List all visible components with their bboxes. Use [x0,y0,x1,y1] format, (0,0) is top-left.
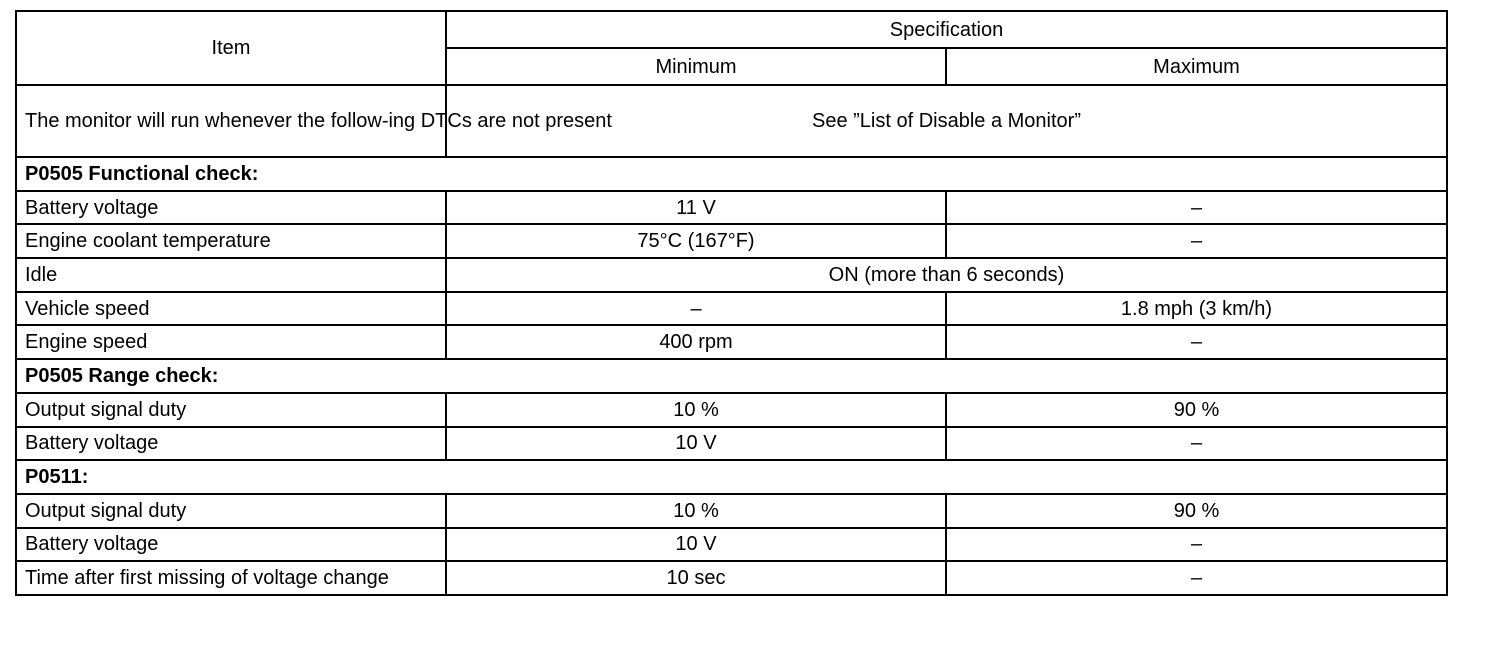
row-max: – [946,528,1447,562]
table-row [16,292,1447,326]
row-max: – [946,224,1447,258]
group-row-p0511 [16,460,1447,494]
row-min: 10 sec [446,561,946,595]
header-row [16,11,1447,48]
row-max: – [946,427,1447,461]
row-item: Output signal duty [16,393,446,427]
row-max: 90 % [946,494,1447,528]
monitor-item: The monitor will run whenever the follow-ing DTCs are not present [16,85,446,157]
row-max: – [946,325,1447,359]
group-title: P0505 Functional check: [16,157,1447,191]
row-min: 75°C (167°F) [446,224,946,258]
row-min: 400 rpm [446,325,946,359]
row-min: 11 V [446,191,946,225]
row-min: 10 % [446,494,946,528]
row-max: 90 % [946,393,1447,427]
row-item: Idle [16,258,446,292]
header-maximum: Maximum [946,48,1447,85]
table-row [16,325,1447,359]
table-row [16,427,1447,461]
row-min: – [446,292,946,326]
monitor-row [16,85,1447,157]
row-max: 1.8 mph (3 km/h) [946,292,1447,326]
row-item: Engine coolant temperature [16,224,446,258]
row-item: Vehicle speed [16,292,446,326]
row-item: Output signal duty [16,494,446,528]
group-title: P0505 Range check: [16,359,1447,393]
header-specification: Specification [446,11,1447,48]
row-item: Battery voltage [16,427,446,461]
table-row [16,191,1447,225]
row-item: Battery voltage [16,191,446,225]
row-item: Engine speed [16,325,446,359]
table-row [16,494,1447,528]
row-item: Time after first missing of voltage change [16,561,446,595]
row-min: 10 V [446,528,946,562]
table-row [16,393,1447,427]
row-min: 10 % [446,393,946,427]
monitor-value: See ”List of Disable a Monitor” [446,85,1447,157]
group-row-range [16,359,1447,393]
row-max: – [946,191,1447,225]
group-row-functional [16,157,1447,191]
row-max: – [946,561,1447,595]
row-min: 10 V [446,427,946,461]
table-row [16,224,1447,258]
table-row [16,258,1447,292]
row-value: ON (more than 6 seconds) [446,258,1447,292]
header-item: Item [16,11,446,85]
table-row [16,561,1447,595]
row-item: Battery voltage [16,528,446,562]
specification-table [15,10,1448,596]
group-title: P0511: [16,460,1447,494]
header-minimum: Minimum [446,48,946,85]
table-row [16,528,1447,562]
